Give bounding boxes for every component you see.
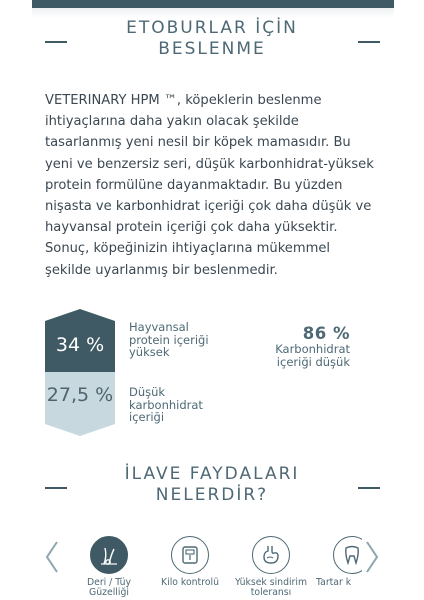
section2-title-line1: İLAVE FAYDALARI — [124, 464, 300, 484]
top-bar-shadow — [32, 8, 394, 18]
benefit-tartar-control-circle — [333, 536, 362, 574]
benefits-carousel — [72, 530, 362, 600]
carousel-next-arrow[interactable] — [362, 537, 382, 577]
section-title-benefits — [70, 464, 354, 506]
top-bar — [32, 0, 394, 8]
benefit-weight-control-circle — [171, 536, 209, 574]
hair-follicle-icon — [98, 544, 120, 566]
carb-reduction-label: Karbonhidrat içeriği düşük — [275, 342, 350, 369]
stats-hexagon — [45, 309, 115, 436]
benefit-weight-control[interactable] — [150, 536, 230, 588]
carb-percentage: 27,5 % — [46, 384, 114, 406]
benefit-skin-coat-label: Deri / Tüy Güzelliği — [86, 577, 132, 598]
benefit-tartar-control[interactable] — [312, 536, 362, 588]
heading-dash-right — [358, 41, 380, 43]
section-title-nutrition — [70, 18, 354, 60]
protein-percentage: 34 % — [55, 334, 105, 356]
section2-title-line2: NELERDİR? — [155, 485, 269, 505]
carb-reduction-value: 86 % — [302, 324, 350, 343]
benefit-weight-control-label: Kilo kontrolü — [161, 577, 219, 588]
benefit-skin-coat-circle — [90, 536, 128, 574]
heading2-dash-left — [45, 487, 67, 489]
benefit-digestive-tolerance[interactable] — [231, 536, 311, 598]
benefit-tartar-control-label: Tartar k — [316, 577, 352, 588]
section-title-line2: BESLENME — [158, 39, 266, 59]
product-description: VETERINARY HPM ™, köpeklerin beslenme ihtiyaçlarına daha yakın olacak şekilde tasarlanmış yeni nesil bir köpek mamasıdır. Bu yeni ve benzersiz seri, düşük karbonhidrat-yüksek protein formülüne dayanmaktadır. Bu yüzden nişasta ve karbonhidrat içeriği çok daha düşük ve hayvansal protein içeriği çok daha yüksektir. Sonuç, köpeğinizin ihtiyaçlarına mükemmel şekilde uyarlanmış bir beslenmedir. — [45, 93, 374, 278]
benefit-digestive-tolerance-label: Yüksek sindirim toleransı — [234, 577, 308, 598]
benefit-digestive-tolerance-circle — [252, 536, 290, 574]
tooth-icon — [341, 544, 362, 566]
protein-label: Hayvansal protein içeriği yüksek — [129, 320, 209, 359]
stomach-icon — [260, 544, 282, 566]
benefit-skin-coat[interactable] — [72, 536, 149, 598]
carb-low-label: Düşük karbonhidrat içeriği — [129, 385, 203, 424]
carousel-prev-arrow[interactable] — [42, 537, 62, 577]
scale-icon — [179, 544, 201, 566]
heading-dash-left — [45, 41, 67, 43]
section-title-line1: ETOBURLAR İÇİN — [126, 18, 298, 38]
heading2-dash-right — [358, 487, 380, 489]
carb-reduction-stat — [262, 324, 350, 368]
